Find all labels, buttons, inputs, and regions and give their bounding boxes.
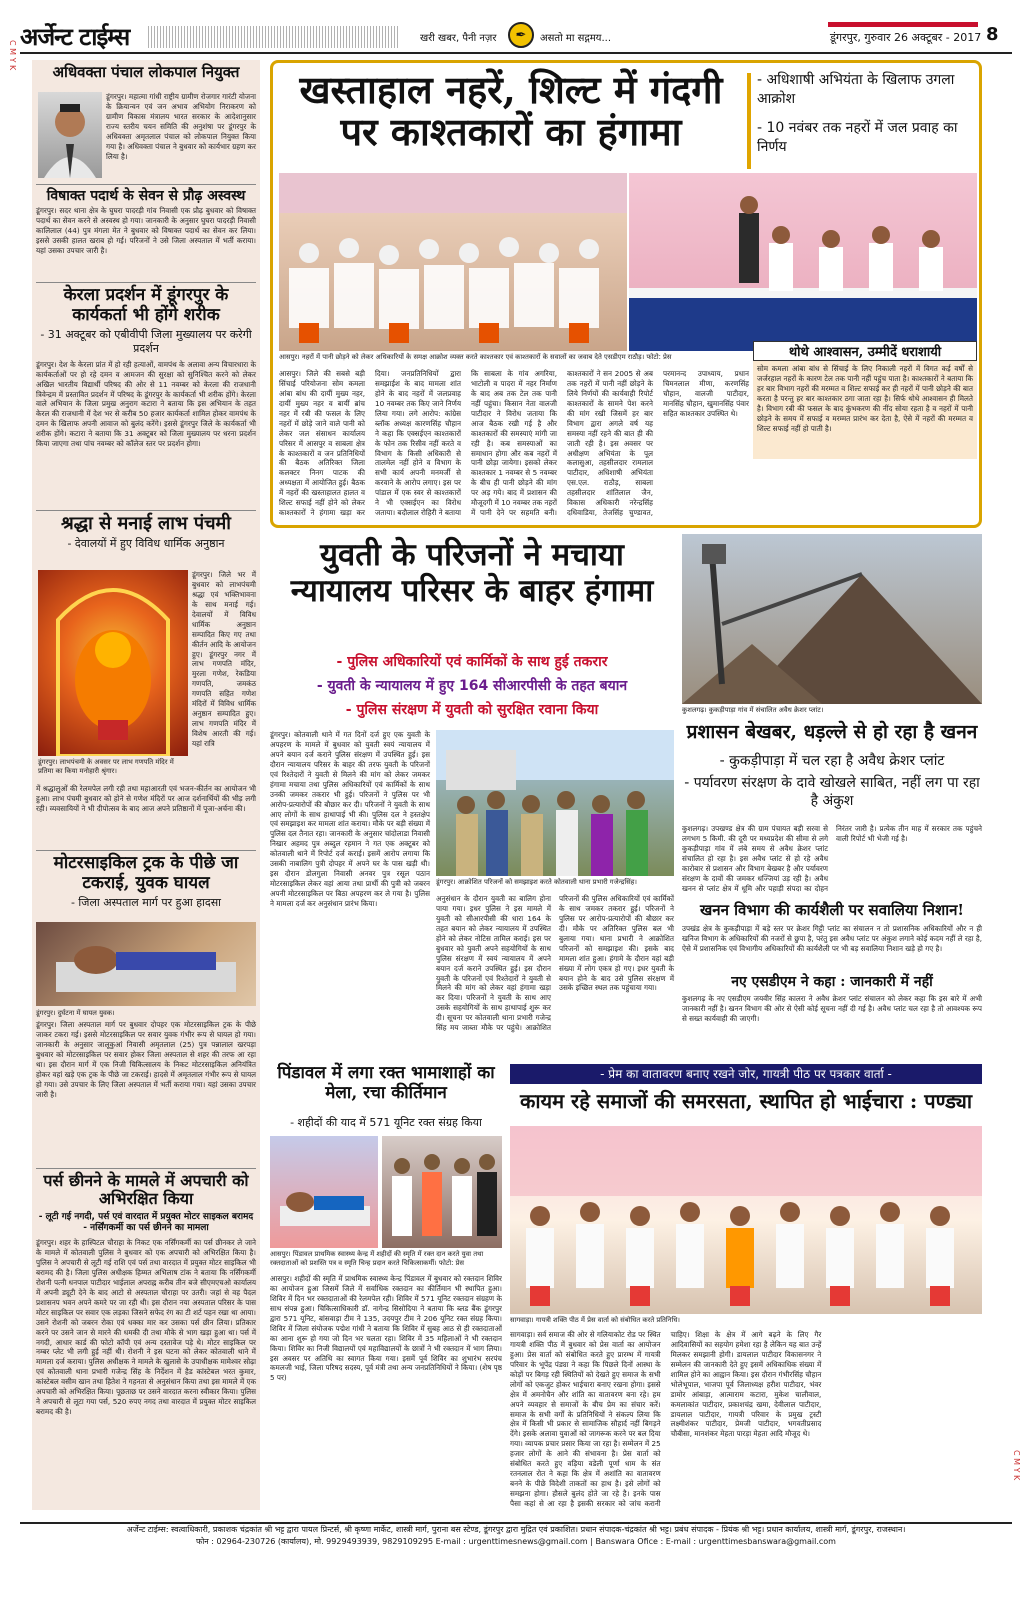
story-headline: युवती के परिजनों ने मचाया न्यायालय परिसर के बाहर हंगामा <box>290 537 654 609</box>
press-conference-photo <box>510 1126 982 1314</box>
lead-body: आसपुर। जिले की सबसे बड़ी सिंचाई परियोजना सोम कमला आंबा बांध की दायीं मुख्य नहर, दायीं मुख्य नहर व बायीं ब्रांच नहर में रबी की फसल के लिए नहरों में छोड़े जाने वाले पानी को लेकर जल संसाधन कार्यालय परिसर में आसपुर व साबला क्षेत्र के काश्तकारों व जन प्रतिनिधियों की बैठक अतिरिक्त जिला कलक्टर निनग पाटक की अध्यक्षता में आयोजित हुई। बैठक में नहरों की खस्ताहालत हालत व शिल्ट सफाई नहीं होने को लेकर काश्तकारों ने हंगामा खड़ा कर दिया। जनप्रतिनिधियों द्वारा समझाईश के बाद मामला शांत होने के बाद नहरों में जलप्रवाह 10 नवम्बर तक किए जाने निर्णय लिया गया। लगे आरोप: कांग्रेस ब्लॉक अध्यक्ष कारणसिंह चौहान ने कहा कि एक्सईएन काश्तकारों के फोन तक रिसीव नहीं करते व विभाग के किसी अधिकारी से तालमेल नहीं होने व विभाग के सभी कार्य अपनी मनमर्जी से करवाने के आरोप लगाए। इस पर पांडाल में एक स्वर से काश्तकारों ने भी एक्सईएन का विरोध जताया। बदौलाल रोहिरी ने बताया कि साबला के गांव अगरिया, भाटोली व पादरा में नहर निर्माण के बाद अब तक टेल तक पानी नहीं पहुंचा। किसान नेता वालजी पाटीदार ने विरोध जताया कि आज बैठक रखी गई है और काश्तकारों की समस्याएं मांगी जा रही है। कब समस्याओं का समाधान होगा और कब नहरों में पानी छोड़ा जायेगा। इसको लेकर काश्तकार 1 नवम्बर से 5 नवम्बर के बीच ही पानी छोड़ने की मांग पर अड़ गये। बाद में प्रशासन की मौजूदगी में 10 नवम्बर तक नहरों में पानी देने पर सहमति बनी। काश्तकारों ने सन 2005 से अब तक नहरों में पानी नहीं छोड़ने के लिये निर्णयों की कार्यवाही रिपोर्ट काश्तकारों के सामने पेश करने की मांग रखी जिसमें हर बार विभाग द्वारा अगले वर्ष यह समस्या नहीं रहने की बात ही की जाती रही है। इस अवसर पर अधीक्षण अभियंता के पूल कलासुआ, तहसीलदार रामलाल पाटीदार, अधिशाषी अभियंता एस.एल. राठौड़, साबला तहसीलदार शांतिलाल जैन, विकास अधिकारी नरेन्द्रसिंह दधिवाडिया, तेजसिंह चुण्डावत, परमानन्द उपाध्याय, प्रधान चिमनलाल मीणा, करणसिंह चौहान, वालजी पाटीदार, मानसिंह चौहान, खुमानसिंह पंवार सहित काश्तकार उपस्थित थे। <box>279 369 749 518</box>
accent-bar <box>747 73 751 169</box>
divider <box>36 1168 256 1169</box>
story-bullet-3: - पुलिस संरक्षण में युवती को सुरक्षित रवाना किया <box>345 702 599 718</box>
story-poison <box>36 188 256 256</box>
officials-dais-photo <box>629 173 977 351</box>
subhead-mining-dept: खनन विभाग की कार्यशैली पर सवालिया निशान! <box>700 901 964 919</box>
story-mining <box>682 534 982 1038</box>
farmers-meeting-photo <box>279 173 627 351</box>
story-bullet-1: - पुलिस अधिकारियों एवं कार्मिकों के साथ हुई तकरार <box>336 654 608 670</box>
divider <box>36 850 256 851</box>
lead-bullet-2: - 10 नवंबर तक नहरों में जल प्रवाह का निर्णय <box>757 120 958 155</box>
donors-group-photo <box>382 1136 502 1248</box>
story-lokpal <box>36 63 256 161</box>
story-body: आसपुर। शहीदों की स्मृति में प्राथमिक स्वास्थ्य केन्द्र पिंडावल में बुधवार को रक्तदान शिविर का आयोजन हुआ जिसमें जिले में सर्वाधिक रक्तदान का कीर्तिमान भी स्थापित हुआ। शिविर में दिन भर रक्तदाताओं की रेलमपेल रही। शिविर में 571 यूनिट रक्तदान संग्रहण के साथ संपन्न हुआ। चिकित्साधिकारी डॉ. नागेन्द्र सिसोदिया ने बताया कि ब्लड बैंक डूंगरपुर द्वारा 571 यूनिट, बांसवाड़ा टीम ने 135, उदयपुर टीम ने 206 यूनिट रक्त संग्रह किया। शिविर में जिला संयोजक पद्मेश गांधी ने बताया कि शिविर में सुबह आठ से ही रक्तदाताओं का आना शुरू हो गया जो दिन भर चलता रहा। शिविर में 35 महिलाओं ने भी रक्तदान किया। शिविर का निजी विद्यालयों एवं महाविद्यालयों के छात्रों ने भी रक्तदान में भाग लिया। इस अवसर पर अतिथि का स्वागत किया गया। इसमें पूर्व शिविर का शुभारंभ सरपंच कमलजी भाई, जिला परिषद सदस्य, पूर्व मंत्री तथा अन्य जनप्रतिनिधियों ने किया। (शेष पृष्ठ 5 पर) <box>270 1274 502 1383</box>
photo-caption: आसपुर। पिंडावल प्राथमिक स्वास्थ्य केन्द्र में शहीदों की स्मृति में रक्त दान करते युवा तथा रक्तदाताओं को प्रशस्ति पत्र व स्मृति चिन्ह प्रदान करते चिकित्साकर्मी। फोटो: प्रेस <box>270 1250 484 1267</box>
story-headline: प्रशासन बेखबर, धड़ल्ले से हो रहा है खनन <box>686 721 978 743</box>
story-bullet-2: - पर्यावरण संरक्षण के दावे खोखले साबित, नहीं लग पा रहा है अंकुश <box>684 775 980 810</box>
story-headline: मोटरसाइकिल ट्रक के पीछे जा टकराई, युवक घायल <box>53 853 239 893</box>
story-subhead: - शहीदों की याद में 571 यूनिट रक्त संग्रह किया <box>290 1116 482 1129</box>
story-accident <box>36 853 256 1099</box>
story-bullet-2: - युवती के न्यायालय में हुए 164 सीआरपीसी के तहत बयान <box>316 678 628 694</box>
story-subhead: - 31 अक्टूबर को एबीवीपी जिला मुख्यालय पर करेगी प्रदर्शन <box>40 328 252 356</box>
divider <box>36 282 256 283</box>
cmyk-mark-top: C M Y K <box>8 40 17 71</box>
story-subhead: - देवालयों में हुए विविध धार्मिक अनुष्ठान <box>67 536 225 550</box>
story-headline: अधिवक्ता पंचाल लोकपाल नियुक्त <box>52 63 240 81</box>
story-subhead: - लूटी गई नगदी, पर्स एवं वारदात में प्रयुक्त मोटर साइकल बरामद - नर्सिंगकर्मी का पर्स छीनने का मामला <box>38 1211 254 1234</box>
story-body: डूंगरपुर। जिला अस्पताल मार्ग पर बुधवार दोपहर एक मोटरसाइकिल ट्रक के पीछे जाकर टकरा गई। इससे मोटरसाइकिल पर सवार युवक गंभीर रूप से घायल हो गया। जानकारी के अनुसार जालूकुआं निवासी अमृतलाल (25) पुत्र पन्नालाल खरपड़ा बुधवार को मोटरसाइकिल पर सवार होकर जिला अस्पताल से शहर की तरफ आ रहा था। इस दौरान मार्ग में एक निजी चिकित्सालय के निकट मोटरसाइकिल अनियंत्रित होकर वहां खड़े एक ट्रक के पीछे जा टकराई। हादसे में अमृतलाल गंभीर रूप से घायल हो गया। उसे उपचार के लिए जिला अस्पताल में भर्ती कराया गया। यहां उसका उपचार जारी है। <box>36 1020 256 1099</box>
story-headline: पिंडावल में लगा रक्त भामाशाहों का मेला, रचा कीर्तिमान <box>277 1063 495 1103</box>
photo-caption: डूंगरपुर। लाभपंचमी के अवसर पर लाभ गणपति मंदिर में प्रतिमा का किया मनोहारी श्रृंगार। <box>38 758 174 775</box>
lead-story-box <box>270 60 982 528</box>
sidebar-body: सोम कमला आंबा बांध से सिंचाई के लिए निकाली नहरों में विगत कई वर्षों से जर्जरहाल नहरों के कारण टेल तक पानी नहीं पहुंच पाता है। काश्तकारों ने बताया कि हर बार विभाग नहरों की मरम्मत व शिल्ट सफाई कर ही नहरों में पानी छोड़ने की बात करता है परन्तु हर बार काश्तकार ठगा जाता रहा है। सिर्फ थोथे आश्वासन ही मिलते है। विभाग रबी की फसल के बाद कुंभकरण की नींद सोया रहता है व नहरों में पानी छोड़ने के समय में सफाई व मरम्मत प्रारंभ कर देता है, ऐसे में नहरों की मरम्मत व शिल्ट सफाई नहीं हो पाती है। <box>757 364 973 433</box>
story-body: डूंगरपुर। देश के केरला प्रांत में हो रही हत्याओं, वामपंथ के अलावा अन्य विचारधारा के कार्यकर्ताओं पर हो रहे दमन व आमजन की सुरक्षा को सुनिश्चित करने को लेकर अखिल भारतीय विद्यार्थी परिषद की ओर से 11 नवम्बर को केरला की राजधानी त्रिवेन्द्रम में प्रस्तावित प्रदर्शन में परिषद के डूंगरपुर के कार्यकर्ता भी शरीक होंगे। केरला वाले अभियान के जिला प्रमुख अनुराग कटारा ने बताया कि इस अभियान के तहत केरल की राजधानी में देश भर से करीब 50 हजार कार्यकर्ता शामिल होकर वामपंथ के दमन के खिलाफ अपनी आवाज को बुलंद करेंगे। इससे डूंगरपुर जिले के कार्यकर्ता भी शरीक होंगे। कटारा ने बताया कि 31 अक्टूबर को जिला मुख्यालय पर धरना प्रदर्शन किया जाएगा तथा पांच नवम्बर को कॉलेज स्तर पर प्रदर्शन होगा। <box>36 359 256 449</box>
subhead-body: उपखंड क्षेत्र के कुकड़ीपाड़ा में बड़े स्तर पर क्रेशर गिट्टी प्लांट का संचालन न तो प्रशासनिक अधिकारियों और न ही खनिज विभाग के अधिकारियों की नजरों से छुपा है, परंतु इस अवैध प्लांट पर अंकुश लगाने कोई कदम नहीं ले रहा है, ऐसे में प्रशासनिक एवं विभागीय अधिकारियों की कार्यशैली पर भी बड़ सवालिया निशान खड़े हो गए है। <box>682 924 982 953</box>
story-headline: कायम रहे समाजों की समरसता, स्थापित हो भाईचारा : पण्ड्या <box>519 1089 973 1113</box>
story-labh-panchami <box>36 513 256 813</box>
tagline-right: असतो मा सद्गमय... <box>540 33 612 44</box>
page-number: 8 <box>986 24 999 45</box>
story-kicker: - प्रेम का वातावरण बनाए रखने जोर, गायत्री पीठ पर पत्रकार वार्ता - <box>510 1064 982 1084</box>
temple-idol-photo <box>38 570 188 756</box>
crowd-photo <box>436 730 674 876</box>
story-headline: श्रद्धा से मनाई लाभ पंचमी <box>61 513 231 534</box>
date-accent-bar <box>828 22 978 27</box>
cmyk-mark-bottom: C M Y K <box>1012 1450 1021 1481</box>
imprint-line-2: फोन : 02964-230726 (कार्यालय), मो. 9929493939, 9829109295 E-mail : urgenttimesnews@gmail.com | Banswara Ofice : E-mail : urgenttimesbanswara@gmail.com <box>196 1537 836 1546</box>
crusher-plant-photo <box>682 534 982 704</box>
story-body: डूंगरपुर। सदर थाना क्षेत्र के घुघरा पादरड़ी गांव निवासी एक प्रौढ़ बुधवार को विषाक्त पदार्थ का सेवन करने से अस्वस्थ हो गया। जानकारी के अनुसार घुघरा पादरड़ी निवासी कालिलाल (44) पुत्र मंगला मेत ने बुधवार को विषाक्त पदार्थ का सेवन कर लिया। इससे उसकी हालत खराब हो गई। परिजनों ने उसे जिला अस्पताल में भर्ती कराया। यहां उसका उपचार जारी है। <box>36 206 256 255</box>
imprint-footer <box>20 1522 1012 1552</box>
story-body: सागवाड़ा। सर्व समाज की ओर से गलियाकोट रोड पर स्थित गायत्री शक्ति पीठ में बुधवार को प्रेस वार्ता का आयोजन हुआ। प्रेस वार्ता को संबोधित करते हुए प्रारम्भ में गायत्री परिवार के भूपेंद्र पंड्या ने कहा कि पिछले दिनों आस्था के कोड़ों पर बिगड़ रही स्थितियों को देखते हुए समाज के सभी लोगों को एकजुट होकर भाईचारा बनाए रखना होगा। इससे क्षेत्र में अमनोचैन और शांति का वातावरण बना रहे। हम अपने व्यवहार से समाजों के बीच प्रेम का संचार करें। समाज के सभी वर्गों के प्रतिनिधियों ने संकल्प लिया कि क्षेत्र में किसी भी प्रकार से सामाजिक सौहार्द नहीं बिगड़ने देंगे। इसके अलावा युवाओं को जागरूक करने पर बल दिया गया। व्यापक प्रचार प्रसार किया जा रहा है। सम्मेलन में 25 हजार लोगों के आने की संभावना है। प्रेस वार्ता को संबोधित करते हुए वड़िया वडेली पूर्णा धाम के संत रतनलाल रोत ने कहा कि क्षेत्र में अशांति का वातावरण बनने के पीछे विदेशी ताकतों का हाथ है। इसे लोगों को समझना होगा। हौसले बुलंद होते जा रहे है। इनके पास पैसा कहां से आ रहा है इसकी सरकार को जांच करानी चाहिए। शिक्षा के क्षेत्र में आगे बढ़ने के लिए गैर आदिवासियों का सहयोग हमेशा रहा है लेकिन यह बात उन्हें मिलकर समझानी होगी। डायलाल पाटीदार विकासनगर ने सम्मेलन की जानकारी देते हुए इसमें अधिकाधिक संख्या में शामिल होने का आह्वान किया। इस दौरान गंभीरसिंह चौहान भोलेभूपाल, भाजपा पूर्व जिलाध्यक्ष हरीश पाटीदार, भंवर डामोर आंबाड़ा, आत्माराम कटारा, मुकेश चालीवाल, कमलाकांत पाटीदार, प्रकाशचंद्र खमा, देवीलाल पाटीदार, डायलाल पाटीदार, गायत्री परिवार के प्रमुख ट्रस्टी लक्ष्मीशंकर पाटीदार, प्रेमजी पाटीदार, भगवतीप्रसाद चौबीसा, मानशंकर मेहता पारड़ा मेहता आदि मौजूद थे। <box>510 1330 822 1508</box>
story-body: कुशलगढ़। उपखण्ड क्षेत्र की ग्राम पंचायत बड़ी सरवा से लगभग 5 किमी. की दूरी पर मध्यप्रदेश की सीमा से लगे कुकड़ीपाड़ा गांव में लंबे समय से अवैध क्रेशर प्लांट संचालित हो रहा है। इस अवैध प्लांट से हो रहे अवैध कारोबार से प्रशासन और विभाग बेखबर है और पर्यावरण संरक्षण के दावों की जमकर धज्जियां उड़ रही है। अवैध खनन से प्लांट क्षेत्र में धूमि और पहाड़ी संपदा का दोहन निरंतर जारी है। प्रत्येक तीन माह में सरकार तक पहुंचने वाली रिपोर्ट भी भेजी गई है। <box>682 824 982 893</box>
sidebar-box <box>753 341 977 459</box>
story-body: डूंगरपुर। महात्मा गांधी राष्ट्रीय ग्रामीण रोजगार गारंटी योजना के क्रियान्वन एवं जन अभाव अभियोग निराकरण को ग्रामीण विकास मंत्रालय भारत सरकार के आदेशानुसार राज्य स्तरीय चयन समिति की अनुशंषा पर डूंगरपुर के अधिवक्ता अमृतलाल पंचाल को लोकपाल नियुक्त किया गया है। अधिवक्ता पंचाल ने बुधवार को कार्यभार ग्रहण कर लिया है। <box>106 92 256 161</box>
story-samaj <box>510 1064 982 1518</box>
story-body: डूंगरपुर। शहर के हास्पिटल चौराहा के निकट एक नर्सिंगकर्मी का पर्स छीनकर ले जाने के मामले में कोतवाली पुलिस ने बुधवार को एक अपचारी को अभिरक्षित किया है। पुलिस ने अपचारी से लूटी गई राशि एवं पर्स तथा वारदात में प्रयुक्त मोटर साइकिल भी बरामद की है। जिला पुलिस अधीक्षक हिम्मत अभिलाष टांक ने बताया कि नर्सिंगकर्मी रोशनी पत्नी धनपाल पाटीदार भाईलाल अपराह्न करीब तीन बजे सीएमएचओ कार्यालय में अपनी ड्यूटी देने के बाद आटो से अस्पताल चौराहा पर उतरी। जहां से वह पैदल प्रशासनप भवन अपने कमरे पर जा रही थी। इस दौरान नया अस्पताल परिसर के पास मोटर साइकिल पर सवार एक लड़का जिसने सफेद रंग का टी शर्ट पहन रखा था आया। उसने रोशनी को जबरन रोका एवं धक्का मार कर उसका पर्स छीन लिया। प्रतिकार करने पर उसने जान से मारने की धमकी दी तथा मौके से भाग खड़ा हुआ था। पर्स में नगदी, आधार कार्ड की फोटो कॉपी एवं अन्य दस्तावेज पड़े थे। मोटर साइकिल पर नम्बर प्लेट भी लगी हुई नहीं थी। रोशनी ने इस घटना को लेकर कोतवाली थाने में मामला दर्ज कराया। पुलिस अधीक्षक ने मामले के खुलासे के उपाधीक्षक मामेश्वर सोढ़ा एवं कोतवाली थाना प्रभारी गजेन्द्र सिंह के निर्देशन में हैड कांस्टेबल भरत कुमार, कांस्टेबल वसीम खान तथा हितेश ने गहनता से अनुसंधान किया तथा इस मामले में एक अपचारी को अभिरक्षित किया। पूछताछ पर उसने वारदात करना स्वीकार किया। पुलिस ने अपचारी से लूटा गया पर्स, 520 रुपए नगद तथा वारदात में प्रयुक्त मोटर साइकिल बरामद की है। <box>36 1238 256 1417</box>
photo-caption: कुशलगढ़। कुकड़ीपाड़ा गांव में संचालित अवैध क्रेशर प्लांट। <box>682 706 824 714</box>
story-body-continued: अनुसंधान के दौरान युवती का बालिग होना पाया गया। इधर पुलिस ने इस मामले में युवती को सीआरपीसी की धारा 164 के तहत बयान को लेकर न्यायालय में उपस्थित होने को लेकर नोटिस तामिल कराई। इस पर बुधवार को युवती अपने सहयोगियों के साथ पुलिस संरक्षण में स्वयं न्यायालय में अपने बयान दर्ज कराने उपस्थित हुई। इस दौरान युवती के परिजनों एवं रिश्तेदारों ने युवती से मिलने की मांग को लेकर वहां हंगामा खड़ा कर दिया। परिजनों ने युवती के साथ आए उसके सहयोगियों के साथ हाथापाई शुरू कर दी। सूचना पर कोतवाली थाना प्रभारी गजेन्द्र सिंह मय जाब्ता मौके पर पहुंचे। आक्रोशित परिजनों की पुलिस अधिकारियों एवं कार्मिकों के साथ जमकर तकरार हुई। परिजनों ने पुलिस पर आरोप-प्रत्यारोपों की बौछार कर दी। मौके पर अतिरिक्त पुलिस बल भी बुलाया गया। थाना प्रभारी ने आक्रोशित परिजनों को समझाइश की। इसके बाद मामला शांत हुआ। हंगामे के दौरान वहां बड़ी संख्या में लोग एकत्र हो गए। इधर युवती के बयान होने के बाद उसे पुलिस संरक्षण में उसके इच्छित स्थल तक पहुंचाया गया। <box>436 894 674 1033</box>
injured-youth-photo <box>36 922 256 1006</box>
masthead-decoration <box>148 26 398 48</box>
lead-bullet-1: - अधिशाषी अभियंता के खिलाफ उगला आक्रोश <box>757 72 955 107</box>
sdm-body: कुशलगढ़ के नए एसडीएम जयवीर सिंह कालरा ने अवैध क्रेशर प्लांट संचालन को लेकर कहा कि इस बारे में अभी जानकारी नहीं है। खनन विभाग की ओर से ऐसी कोई सूचना नहीं दी गई है। अवैध प्लांट चल रहा है तो आवश्यक रूप से सख्त कार्यवाही की जाएगी। <box>682 994 982 1023</box>
story-headline: विषाक्त पदार्थ के सेवन से प्रौढ़ अस्वस्थ <box>46 188 246 204</box>
story-headline: पर्स छीनने के मामले में अपचारी को अभिरक्षित किया <box>43 1171 249 1209</box>
portrait-photo <box>38 92 102 178</box>
masthead <box>20 20 1012 54</box>
lead-headline: खस्ताहाल नहरें, शिल्ट में गंदगी पर काश्तकारों का हंगामा <box>299 67 723 154</box>
divider <box>36 510 256 511</box>
newspaper-title: अर्जेन्ट टाईम्स <box>20 22 130 51</box>
pen-nib-icon: ✒ <box>508 22 534 48</box>
tagline-left: खरी खबर, पैनी नज़र <box>420 33 497 44</box>
blood-donor-photo <box>270 1136 378 1248</box>
story-kerala <box>36 286 256 449</box>
photo-caption: डूंगरपुर। दुर्घटना में घायल युवक। <box>36 1009 115 1017</box>
story-bullet-1: - कुकड़ीपाड़ा में चल रहा है अवैध क्रेशर प्लांट <box>719 753 945 769</box>
subhead-sdm: नए एसडीएम ने कहा : जानकारी में नहीं <box>731 974 933 990</box>
story-headline: केरला प्रदर्शन में डूंगरपुर के कार्यकर्ता भी होंगे शरीक <box>63 285 229 325</box>
story-body: में श्रद्धालुओं की रेलमपेल लगी रही तथा महाआरती एवं भजन-कीर्तन का आयोजन भी हुआ। लाभ पंचमी बुधवार को होने से गणेश मंदिरों पर आज दर्शनार्थियों की भीड़ लगी रही। व्यवसायियों ने भी दीपोत्सव के बाद आज अपने प्रतिष्ठानों में पूजा-अर्चना की। <box>36 784 256 813</box>
story-subhead: - जिला अस्पताल मार्ग पर हुआ हादसा <box>70 896 222 910</box>
lead-photo-caption: आसपुर। नहरों में पानी छोड़ने को लेकर अधिकारियों के समक्ष आक्रोश व्यक्त करते काश्तकार एवं काश्तकारों के सवालों का जवाब देते एसडीएम राठौड़। फोटो: प्रेस <box>279 353 672 361</box>
story-purse-snatching <box>36 1172 256 1417</box>
story-blood-donation <box>270 1064 502 1518</box>
dateline: डूंगरपुर, गुरुवार 26 अक्टूबर - 2017 <box>830 31 982 44</box>
photo-caption: सागवाड़ा। गायत्री शक्ति पीठ में प्रेस वार्ता को संबोधित करते प्रतिनिधि। <box>510 1316 680 1324</box>
story-court <box>270 534 674 1038</box>
sidebar-headline: थोथे आश्वासन, उम्मीदें धराशायी <box>753 341 977 361</box>
left-column <box>32 60 260 1510</box>
story-body: डूंगरपुर। कोतवाली थाने में गत दिनों दर्ज हुए एक युवती के अपहरण के मामले में बुधवार को युवती स्वयं न्यायालय में अपने बयान दर्ज कराने पुलिस संरक्षण में उपस्थित हुई। इस दौरान न्यायालय परिसर के बाहर की तरफ युवती के परिजनों एवं रिश्तेदारों ने युवती से मिलने की मांग को लेकर जमकर हंगामा मचाया तथा पुलिस अधिकारियों एवं कार्मिकों के साथ उनकी जमकर तकरार भी हुई। परिजनों ने पुलिस पर भी आरोप-प्रत्यारोपों की बौछार कर दी। परिजनों ने युवती के साथ आए लोगों के साथ हाथापाई भी की। पुलिस दल ने हस्तक्षेप एवं समझाइश कर मामला शांत कराया। मौके पर बड़ी संख्या में पुलिस दल तैनात रहा। जानकारी के अनुसार चांदोलाडा निवासी निखार अहमद पुत्र अब्दुल रहमान ने गत एक अक्टूबर को कोतवाली थाने में रिपोर्ट दर्ज कराई। इसमें आरोप लगाया कि उसकी नाबालिग पुत्री दोपहर में अपने घर के पास खड़ी थी। इस दौरान डोलगुला निवासी अनवर पुत्र रसूल पठान मोटरसाइकिल लेकर वहां आया तथा प्रार्थी की पुत्री को जबरन अपनी मोटरसाइकिल पर बिठा अपहरण कर ले गया है। पुलिस ने मामला दर्ज कर अनुसंधान प्रारंभ किया। <box>270 730 430 908</box>
imprint-line-1: अर्जेन्ट टाईम्स: स्वत्वाधिकारी, प्रकाशक चंद्रकांत श्री भट्ट द्वारा पायल प्रिन्टर्स, श्री कृष्णा मार्केट, शास्त्री मार्ग, पुराना बस स्टेण्ड, डूंगरपुर द्वारा मुद्रित एवं प्रकाशित। प्रधान संपादक-चंद्रकांत श्री भट्ट। प्रबंध संपादक - प्रियंक श्री भट्ट। प्रधान कार्यालय, शास्त्री मार्ग, डूंगरपुर, राजस्थान। <box>126 1525 906 1534</box>
photo-caption: डूंगरपुर। आक्रोशित परिजनों को समझाइश करते कोतवाली थाना प्रभारी गजेन्द्रसिंह। <box>436 878 637 886</box>
divider <box>36 184 256 185</box>
story-body-side: डूंगरपुर। जिले भर में बुधवार को लाभपंचमी श्रद्धा एवं भक्तिभावना के साथ मनाई गई। देवालयों में विविध धार्मिक अनुष्ठान सम्पादित किए गए तथा कीर्तन आदि के आयोजन हुए। डूंगरपुर नगर में लाभ गणपति मंदिर, मुरला गणेश, रेकडिया गणपति, जमकंठ गणपति सहित गणेश मंदिरों में विविध धार्मिक अनुष्ठान सम्पादित हुए। लाभ गणपति मंदिर में विशेष आरती की गई। यहां रात्रि <box>192 570 256 748</box>
